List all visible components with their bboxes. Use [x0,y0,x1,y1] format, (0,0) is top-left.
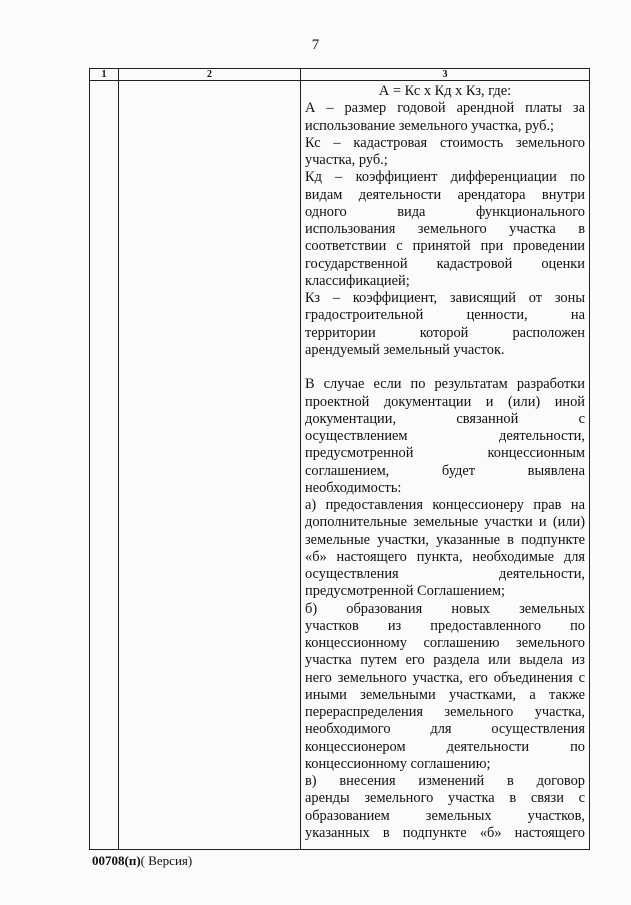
text-line: предусмотренной концессионным [305,445,585,462]
text-line: использования земельного участка в [305,221,585,237]
text-line: осуществления деятельности, [305,566,585,582]
text-line: А = Кс х Кд х Кз, где: [378,83,512,99]
text-line: документации, связанной с [305,410,585,427]
text-line: концессионному соглашению земельного [305,635,585,651]
col3-text-block [301,81,589,849]
text-line: перераспределения земельного участка, [305,704,585,720]
text-line: государственной кадастровой оценки [305,255,585,272]
footer-version: ( Версия) [140,853,193,868]
text-line: соглашением, будет выявлена [305,462,585,479]
footer [92,853,192,869]
text-line: «б» настоящего пункта, необходимые для [305,548,585,565]
text-line: необходимого для осуществления [305,721,585,738]
text-line: Кс – кадастровая стоимость земельного [305,134,585,151]
text-line: осуществлением деятельности, [305,428,585,444]
text-line: предусмотренной Соглашением; [305,583,505,600]
text-line: Кд – коэффициент дифференциации по [305,169,585,186]
text-line: проектной документации и (или) иной [305,393,585,410]
text-line: территории которой расположен [305,324,585,341]
text-line: б) образования новых земельных [305,600,585,617]
text-line: соответствии с принятой при проведении [305,238,585,255]
text-line: иными земельными участками, а также [305,686,585,703]
page-number: 7 [311,37,320,53]
text-line: В случае если по результатам разработки [305,376,585,393]
text-line: дополнительные земельные участки и (или) [305,514,585,531]
text-line: образованием земельных участков, [305,807,585,824]
text-line: видам деятельности арендатора внутри [305,186,585,203]
text-line: арендуемый земельный участок. [305,341,505,358]
table-header-row [90,69,590,81]
text-line: одного вида функционального [305,203,585,220]
text-line: аренды земельного участка в связи с [305,790,585,807]
text-line: указанных в подпункте «б» настоящего [305,824,585,841]
text-line: градостроительной ценности, на [305,307,585,324]
text-line: в) внесения изменений в договор [305,773,585,789]
text-line: использование земельного участка, руб.; [305,117,555,134]
text-line: участков из предоставленного по [305,617,585,634]
text-line: концессионером деятельности по [305,738,585,755]
header-col-2: 2 [119,69,301,81]
paragraph-gap [305,359,585,376]
header-col-3: 3 [301,69,590,81]
text-line: земельные участки, указанные в подпункте [305,531,585,548]
text-line: него земельного участка, его объединения с [305,669,585,686]
cell-col-3 [301,81,590,850]
text-line: Кз – коэффициент, зависящий от зоны [305,290,585,306]
cell-col-2 [119,81,301,850]
text-line: участка путем его раздела или выдела из [305,652,585,669]
text-line: классификацией; [305,272,410,289]
text-line: а) предоставления концессионеру прав на [305,497,585,513]
footer-code: 00708(п) [92,853,141,868]
text-line: участка, руб.; [305,152,388,168]
document-table [89,68,590,850]
header-col-1: 1 [90,69,119,81]
table-row [90,81,590,850]
text-line: необходимость: [305,479,402,496]
text-line: А – размер годовой арендной платы за [305,100,585,117]
cell-col-1 [90,81,119,850]
text-line: концессионному соглашению; [305,755,491,772]
